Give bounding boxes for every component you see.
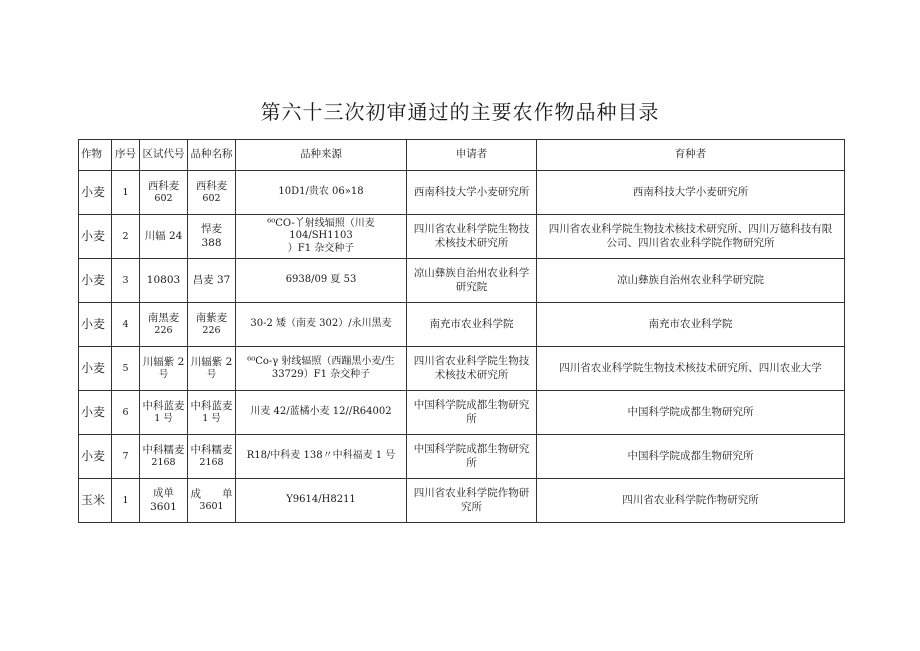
table-row — [79, 479, 845, 523]
cell-source — [236, 347, 407, 391]
cell-name-line1: 川辐紫 2 — [190, 356, 233, 368]
cell-source-line1: 10D1/贵农 06»18 — [278, 186, 364, 198]
cell-source-line1: 川麦 42/蓝橘小麦 12//R64002 — [250, 406, 392, 418]
cell-code — [140, 391, 188, 435]
cell-name-line1: 中科蓝麦 — [190, 400, 233, 412]
cell-applicant-line1: 四川省农业科学院生物技 — [413, 223, 530, 236]
cell-breeder-line1: 四川省农业科学院生物技术核技术研究所、四川农业大学 — [559, 361, 822, 374]
cell-name-line2: 226 — [202, 325, 221, 337]
cell-crop: 玉米 — [79, 479, 112, 523]
cell-code-line2: 号 — [158, 369, 169, 381]
cell-crop: 小麦 — [79, 215, 112, 259]
cell-source — [236, 479, 407, 523]
cell-applicant-line1: 中国科学院成都生物研究 — [413, 399, 530, 412]
cell-applicant-line2: 所 — [466, 456, 477, 469]
cell-applicant-line1: 中国科学院成都生物研究 — [413, 443, 530, 456]
cell-applicant-line1: 四川省农业科学院生物技 — [413, 355, 530, 368]
cell-source — [236, 391, 407, 435]
variety-table — [78, 139, 845, 523]
cell-code — [140, 435, 188, 479]
cell-seq: 1 — [112, 479, 140, 523]
cell-crop: 小麦 — [79, 347, 112, 391]
cell-applicant-line1: 四川省农业科学院作物研 — [413, 487, 530, 500]
cell-source — [236, 259, 407, 303]
cell-breeder-line1: 西南科技大学小麦研究所 — [632, 185, 749, 198]
cell-code — [140, 303, 188, 347]
cell-code — [140, 171, 188, 215]
cell-applicant — [407, 303, 537, 347]
cell-crop: 小麦 — [79, 391, 112, 435]
cell-applicant — [407, 215, 537, 259]
cell-code-line2: 226 — [154, 325, 173, 337]
cell-name-line2: 2168 — [199, 457, 224, 469]
cell-seq: 7 — [112, 435, 140, 479]
cell-applicant-line2: 所 — [466, 412, 477, 425]
cell-source-line1: ⁶⁰CO-丫射线辐照（川麦 104/SH1103 — [267, 217, 375, 242]
table-row — [79, 303, 845, 347]
cell-seq: 4 — [112, 303, 140, 347]
cell-name — [188, 303, 236, 347]
table-header-row — [79, 140, 845, 171]
cell-name — [188, 171, 236, 215]
header-applicant: 申请者 — [407, 140, 537, 171]
cell-source — [236, 215, 407, 259]
table-row — [79, 347, 845, 391]
cell-name — [188, 259, 236, 303]
cell-code — [140, 215, 188, 259]
header-code: 区试代号 — [140, 140, 188, 171]
cell-seq: 2 — [112, 215, 140, 259]
cell-seq: 1 — [112, 171, 140, 215]
cell-code-line2: 2168 — [151, 457, 176, 469]
header-source: 品种来源 — [236, 140, 407, 171]
table-row — [79, 391, 845, 435]
cell-seq: 6 — [112, 391, 140, 435]
cell-applicant-line2: 研究院 — [455, 280, 488, 293]
cell-source — [236, 303, 407, 347]
cell-seq: 3 — [112, 259, 140, 303]
cell-name-line1: 悍麦 388 — [201, 223, 222, 249]
cell-breeder-line1: 凉山彝族自治州农业科学研究院 — [617, 273, 764, 286]
header-seq: 序号 — [112, 140, 140, 171]
header-name: 品种名称 — [188, 140, 236, 171]
cell-applicant-line1: 西南科技大学小麦研究所 — [413, 185, 530, 198]
cell-name — [188, 479, 236, 523]
table-row — [79, 171, 845, 215]
page-title: 第六十三次初审通过的主要农作物品种目录 — [260, 100, 660, 124]
cell-source-line1: 6938/09 夏 53 — [285, 274, 357, 286]
cell-applicant — [407, 391, 537, 435]
cell-source — [236, 171, 407, 215]
cell-applicant-line1: 南充市农业科学院 — [429, 317, 514, 330]
cell-source-line2: 33729）F1 杂交种子 — [271, 368, 371, 380]
cell-code — [140, 347, 188, 391]
cell-breeder-line2: 公司、四川省农业科学院作物研究所 — [606, 236, 775, 249]
cell-name-line2: 3601 — [199, 501, 224, 513]
cell-applicant-line1: 凉山彝族自治州农业科学 — [413, 267, 530, 280]
cell-applicant — [407, 479, 537, 523]
cell-breeder — [537, 435, 845, 479]
cell-crop: 小麦 — [79, 259, 112, 303]
cell-name — [188, 215, 236, 259]
cell-applicant-line2: 术核技术研究所 — [434, 236, 509, 249]
cell-applicant-line2: 究所 — [461, 500, 482, 513]
cell-applicant — [407, 435, 537, 479]
cell-name-line1: 西科麦 — [195, 180, 228, 192]
cell-name — [188, 391, 236, 435]
cell-code-line1: 南黑麦 — [147, 312, 180, 324]
cell-name-line2: 号 — [206, 369, 217, 381]
table-row — [79, 259, 845, 303]
cell-crop: 小麦 — [79, 171, 112, 215]
cell-breeder — [537, 479, 845, 523]
cell-crop: 小麦 — [79, 303, 112, 347]
cell-code-line2: 602 — [154, 193, 173, 205]
cell-source-line2: ）F1 杂交种子 — [287, 242, 355, 254]
cell-applicant — [407, 259, 537, 303]
cell-breeder — [537, 347, 845, 391]
cell-breeder-line1: 四川省农业科学院作物研究所 — [622, 493, 759, 506]
cell-source-line1: 30-2 矮（南麦 302）/永川黑麦 — [250, 318, 392, 330]
cell-breeder — [537, 215, 845, 259]
cell-code-line1: 10803 — [146, 273, 181, 286]
cell-breeder-line1: 南充市农业科学院 — [648, 317, 733, 330]
cell-seq: 5 — [112, 347, 140, 391]
cell-source-line1: ⁶⁰Co-γ 射线辐照（西蹦黑小麦/生 — [247, 356, 395, 367]
cell-breeder-line1: 中国科学院成都生物研究所 — [627, 449, 754, 462]
cell-breeder-line1: 中国科学院成都生物研究所 — [627, 405, 754, 418]
cell-name — [188, 435, 236, 479]
header-crop: 作物 — [79, 140, 112, 171]
cell-name-line1: 昌麦 37 — [192, 273, 231, 286]
cell-code-line1: 西科麦 — [147, 180, 180, 192]
cell-applicant — [407, 347, 537, 391]
table-row — [79, 215, 845, 259]
cell-name-line2: 1 号 — [202, 413, 221, 425]
cell-name-line1: 中科糯麦 — [190, 444, 233, 456]
cell-breeder — [537, 391, 845, 435]
cell-code-line1: 中科糯麦 — [142, 444, 185, 456]
cell-source-line1: R18/中科麦 138〃中科福麦 1 号 — [246, 450, 396, 462]
cell-source-line1: Y9614/H8211 — [286, 494, 356, 506]
cell-code-line2: 1 号 — [154, 413, 173, 425]
cell-code — [140, 479, 188, 523]
cell-code-line1: 成单 3601 — [150, 487, 177, 513]
cell-applicant — [407, 171, 537, 215]
cell-breeder — [537, 259, 845, 303]
cell-breeder-line1: 四川省农业科学院生物技术核技术研究所、四川万德科技有限 — [548, 223, 833, 236]
cell-crop: 小麦 — [79, 435, 112, 479]
cell-breeder — [537, 303, 845, 347]
cell-code — [140, 259, 188, 303]
cell-code-line1: 川辐 24 — [144, 229, 183, 242]
cell-breeder — [537, 171, 845, 215]
cell-applicant-line2: 术核技术研究所 — [434, 368, 509, 381]
cell-name-line2: 602 — [202, 193, 221, 205]
cell-code-line1: 中科蓝麦 — [142, 400, 185, 412]
cell-name-line1: 南紫麦 — [195, 312, 228, 324]
header-breeder: 育种者 — [537, 140, 845, 171]
cell-code-line1: 川辐紫 2 — [142, 356, 185, 368]
cell-source — [236, 435, 407, 479]
cell-name — [188, 347, 236, 391]
cell-name-line1: 成 单 — [190, 488, 233, 500]
table-row — [79, 435, 845, 479]
